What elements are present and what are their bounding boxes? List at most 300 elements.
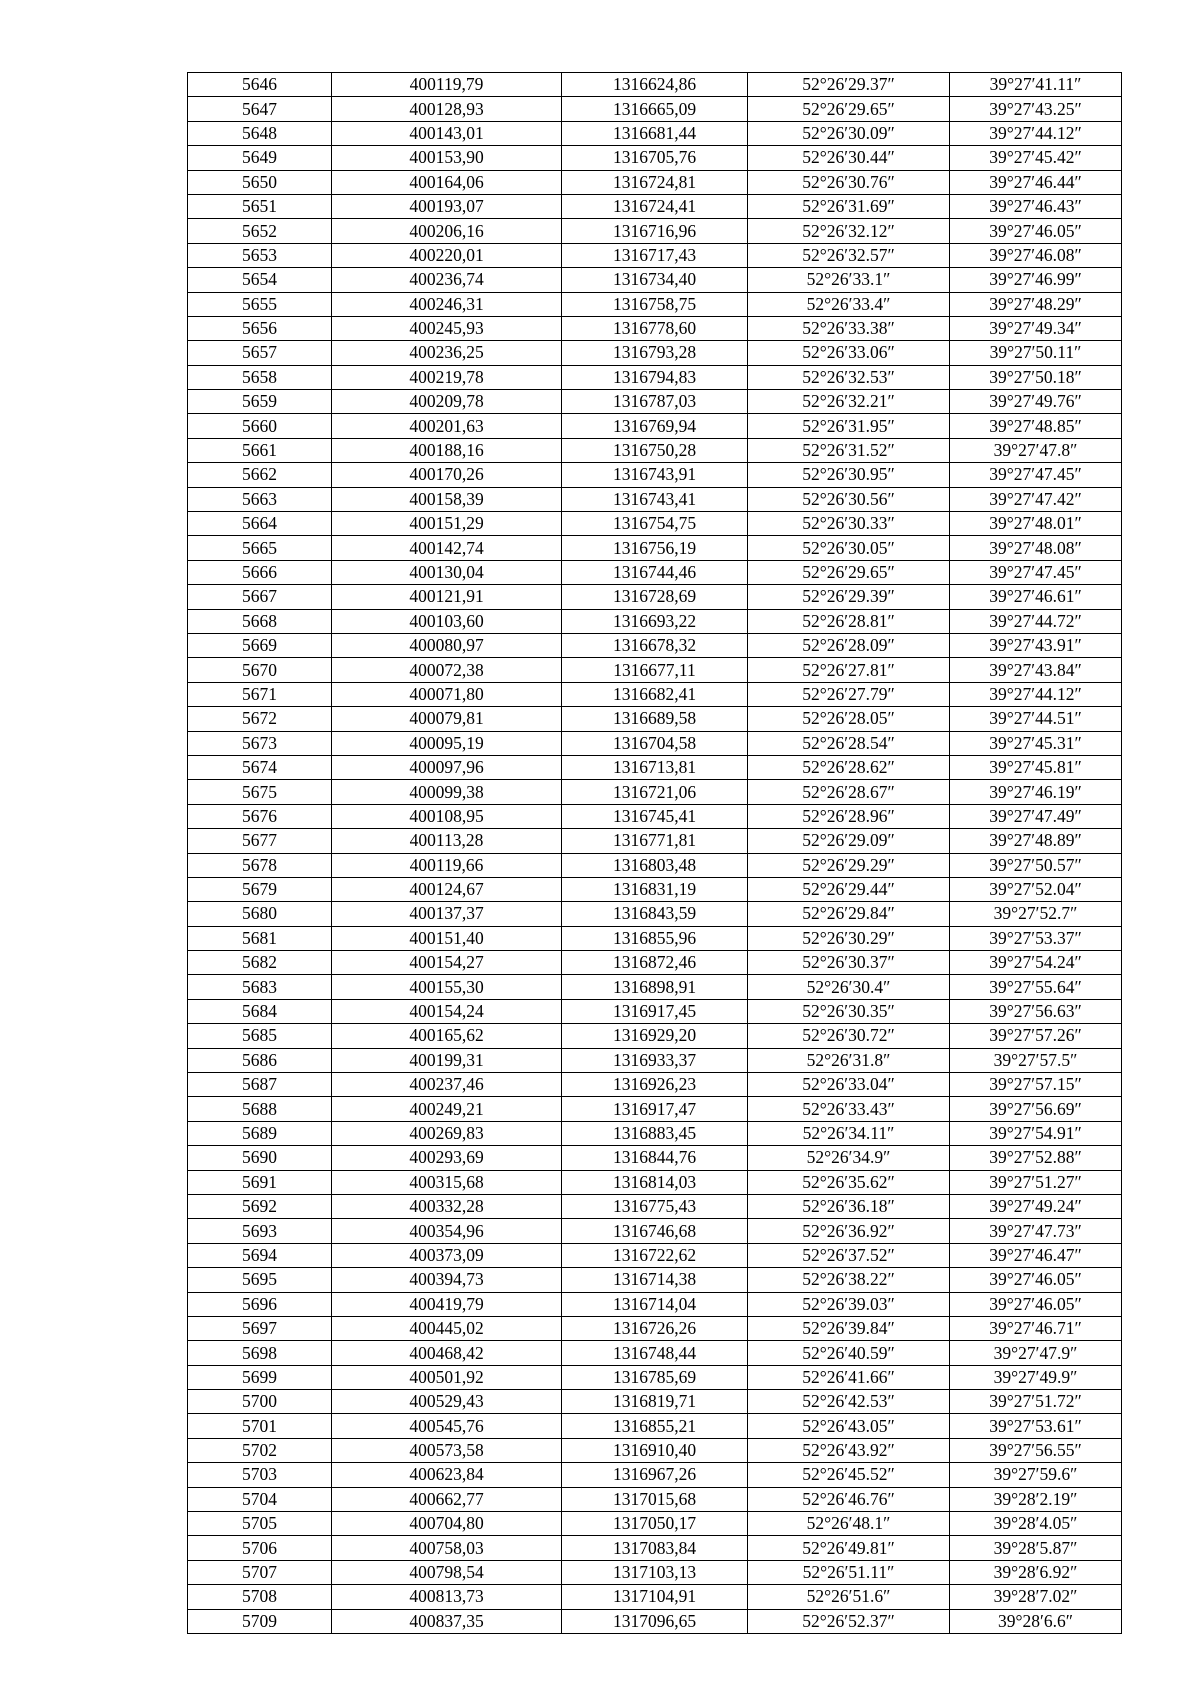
y-coordinate-cell: 1316714,04 [562, 1292, 748, 1316]
latitude-cell: 52°26′32.53″ [748, 365, 950, 389]
table-row [188, 146, 1122, 170]
point-number-cell: 5675 [188, 780, 332, 804]
y-coordinate-cell: 1316677,11 [562, 658, 748, 682]
point-number-cell: 5678 [188, 853, 332, 877]
latitude-cell: 52°26′30.29″ [748, 926, 950, 950]
table-row [188, 1536, 1122, 1560]
latitude-cell: 52°26′33.06″ [748, 341, 950, 365]
point-number-cell: 5657 [188, 341, 332, 365]
table-row [188, 560, 1122, 584]
table-row [188, 951, 1122, 975]
longitude-cell: 39°27′48.01″ [950, 512, 1122, 536]
table-row [188, 585, 1122, 609]
latitude-cell: 52°26′33.1″ [748, 268, 950, 292]
latitude-cell: 52°26′51.11″ [748, 1560, 950, 1584]
latitude-cell: 52°26′29.65″ [748, 560, 950, 584]
x-coordinate-cell: 400137,37 [332, 902, 562, 926]
table-row [188, 1512, 1122, 1536]
table-row [188, 243, 1122, 267]
y-coordinate-cell: 1316713,81 [562, 755, 748, 779]
latitude-cell: 52°26′40.59″ [748, 1341, 950, 1365]
longitude-cell: 39°27′47.45″ [950, 463, 1122, 487]
table-row [188, 73, 1122, 97]
y-coordinate-cell: 1316717,43 [562, 243, 748, 267]
table-row [188, 316, 1122, 340]
latitude-cell: 52°26′42.53″ [748, 1390, 950, 1414]
y-coordinate-cell: 1316917,45 [562, 999, 748, 1023]
point-number-cell: 5703 [188, 1463, 332, 1487]
longitude-cell: 39°27′46.19″ [950, 780, 1122, 804]
point-number-cell: 5663 [188, 487, 332, 511]
table-row [188, 804, 1122, 828]
y-coordinate-cell: 1316734,40 [562, 268, 748, 292]
point-number-cell: 5673 [188, 731, 332, 755]
y-coordinate-cell: 1316681,44 [562, 121, 748, 145]
x-coordinate-cell: 400501,92 [332, 1365, 562, 1389]
longitude-cell: 39°27′48.85″ [950, 414, 1122, 438]
x-coordinate-cell: 400219,78 [332, 365, 562, 389]
longitude-cell: 39°27′50.11″ [950, 341, 1122, 365]
x-coordinate-cell: 400108,95 [332, 804, 562, 828]
x-coordinate-cell: 400269,83 [332, 1121, 562, 1145]
latitude-cell: 52°26′29.09″ [748, 829, 950, 853]
y-coordinate-cell: 1317104,91 [562, 1585, 748, 1609]
longitude-cell: 39°27′47.73″ [950, 1219, 1122, 1243]
latitude-cell: 52°26′28.67″ [748, 780, 950, 804]
point-number-cell: 5684 [188, 999, 332, 1023]
point-number-cell: 5702 [188, 1438, 332, 1462]
table-row [188, 902, 1122, 926]
point-number-cell: 5649 [188, 146, 332, 170]
latitude-cell: 52°26′29.29″ [748, 853, 950, 877]
latitude-cell: 52°26′33.38″ [748, 316, 950, 340]
longitude-cell: 39°28′4.05″ [950, 1512, 1122, 1536]
longitude-cell: 39°27′47.9″ [950, 1341, 1122, 1365]
x-coordinate-cell: 400155,30 [332, 975, 562, 999]
table-row [188, 536, 1122, 560]
x-coordinate-cell: 400072,38 [332, 658, 562, 682]
y-coordinate-cell: 1317096,65 [562, 1609, 748, 1633]
table-row [188, 999, 1122, 1023]
point-number-cell: 5693 [188, 1219, 332, 1243]
y-coordinate-cell: 1317083,84 [562, 1536, 748, 1560]
table-row [188, 707, 1122, 731]
table-row [188, 1194, 1122, 1218]
longitude-cell: 39°27′48.89″ [950, 829, 1122, 853]
x-coordinate-cell: 400315,68 [332, 1170, 562, 1194]
x-coordinate-cell: 400099,38 [332, 780, 562, 804]
table-row [188, 1121, 1122, 1145]
y-coordinate-cell: 1316793,28 [562, 341, 748, 365]
point-number-cell: 5658 [188, 365, 332, 389]
table-row [188, 1146, 1122, 1170]
point-number-cell: 5672 [188, 707, 332, 731]
x-coordinate-cell: 400124,67 [332, 877, 562, 901]
y-coordinate-cell: 1316724,41 [562, 194, 748, 218]
table-row [188, 633, 1122, 657]
latitude-cell: 52°26′30.72″ [748, 1024, 950, 1048]
x-coordinate-cell: 400573,58 [332, 1438, 562, 1462]
longitude-cell: 39°27′43.84″ [950, 658, 1122, 682]
point-number-cell: 5671 [188, 682, 332, 706]
table-row [188, 268, 1122, 292]
x-coordinate-cell: 400798,54 [332, 1560, 562, 1584]
latitude-cell: 52°26′35.62″ [748, 1170, 950, 1194]
table-row [188, 1438, 1122, 1462]
x-coordinate-cell: 400151,40 [332, 926, 562, 950]
x-coordinate-cell: 400662,77 [332, 1487, 562, 1511]
latitude-cell: 52°26′31.52″ [748, 438, 950, 462]
table-row [188, 853, 1122, 877]
point-number-cell: 5707 [188, 1560, 332, 1584]
longitude-cell: 39°27′44.72″ [950, 609, 1122, 633]
x-coordinate-cell: 400164,06 [332, 170, 562, 194]
table-row [188, 1365, 1122, 1389]
longitude-cell: 39°27′53.37″ [950, 926, 1122, 950]
longitude-cell: 39°27′51.27″ [950, 1170, 1122, 1194]
table-row [188, 1048, 1122, 1072]
longitude-cell: 39°27′47.8″ [950, 438, 1122, 462]
longitude-cell: 39°27′43.25″ [950, 97, 1122, 121]
x-coordinate-cell: 400151,29 [332, 512, 562, 536]
point-number-cell: 5670 [188, 658, 332, 682]
point-number-cell: 5676 [188, 804, 332, 828]
y-coordinate-cell: 1316843,59 [562, 902, 748, 926]
longitude-cell: 39°27′52.04″ [950, 877, 1122, 901]
latitude-cell: 52°26′41.66″ [748, 1365, 950, 1389]
table-row [188, 1560, 1122, 1584]
x-coordinate-cell: 400154,24 [332, 999, 562, 1023]
table-row [188, 829, 1122, 853]
y-coordinate-cell: 1316726,26 [562, 1316, 748, 1340]
table-row [188, 609, 1122, 633]
point-number-cell: 5701 [188, 1414, 332, 1438]
x-coordinate-cell: 400545,76 [332, 1414, 562, 1438]
table-row [188, 365, 1122, 389]
latitude-cell: 52°26′32.57″ [748, 243, 950, 267]
point-number-cell: 5696 [188, 1292, 332, 1316]
table-row [188, 1219, 1122, 1243]
table-row [188, 1243, 1122, 1267]
y-coordinate-cell: 1316883,45 [562, 1121, 748, 1145]
longitude-cell: 39°27′49.24″ [950, 1194, 1122, 1218]
x-coordinate-cell: 400193,07 [332, 194, 562, 218]
longitude-cell: 39°28′6.6″ [950, 1609, 1122, 1633]
point-number-cell: 5687 [188, 1073, 332, 1097]
table-row [188, 219, 1122, 243]
point-number-cell: 5689 [188, 1121, 332, 1145]
y-coordinate-cell: 1316819,71 [562, 1390, 748, 1414]
x-coordinate-cell: 400445,02 [332, 1316, 562, 1340]
point-number-cell: 5660 [188, 414, 332, 438]
latitude-cell: 52°26′30.95″ [748, 463, 950, 487]
latitude-cell: 52°26′29.84″ [748, 902, 950, 926]
latitude-cell: 52°26′38.22″ [748, 1268, 950, 1292]
point-number-cell: 5661 [188, 438, 332, 462]
y-coordinate-cell: 1316743,41 [562, 487, 748, 511]
latitude-cell: 52°26′28.96″ [748, 804, 950, 828]
y-coordinate-cell: 1316744,46 [562, 560, 748, 584]
longitude-cell: 39°27′44.12″ [950, 682, 1122, 706]
table-row [188, 1268, 1122, 1292]
point-number-cell: 5681 [188, 926, 332, 950]
y-coordinate-cell: 1316855,21 [562, 1414, 748, 1438]
latitude-cell: 52°26′31.69″ [748, 194, 950, 218]
table-row [188, 731, 1122, 755]
x-coordinate-cell: 400206,16 [332, 219, 562, 243]
x-coordinate-cell: 400354,96 [332, 1219, 562, 1243]
x-coordinate-cell: 400071,80 [332, 682, 562, 706]
longitude-cell: 39°27′47.49″ [950, 804, 1122, 828]
point-number-cell: 5691 [188, 1170, 332, 1194]
point-number-cell: 5698 [188, 1341, 332, 1365]
table-row [188, 463, 1122, 487]
latitude-cell: 52°26′31.8″ [748, 1048, 950, 1072]
longitude-cell: 39°27′56.69″ [950, 1097, 1122, 1121]
point-number-cell: 5692 [188, 1194, 332, 1218]
x-coordinate-cell: 400236,25 [332, 341, 562, 365]
y-coordinate-cell: 1316917,47 [562, 1097, 748, 1121]
point-number-cell: 5704 [188, 1487, 332, 1511]
longitude-cell: 39°27′45.42″ [950, 146, 1122, 170]
x-coordinate-cell: 400128,93 [332, 97, 562, 121]
latitude-cell: 52°26′28.09″ [748, 633, 950, 657]
point-number-cell: 5666 [188, 560, 332, 584]
longitude-cell: 39°27′56.55″ [950, 1438, 1122, 1462]
longitude-cell: 39°27′57.5″ [950, 1048, 1122, 1072]
point-number-cell: 5686 [188, 1048, 332, 1072]
point-number-cell: 5694 [188, 1243, 332, 1267]
latitude-cell: 52°26′29.39″ [748, 585, 950, 609]
x-coordinate-cell: 400158,39 [332, 487, 562, 511]
latitude-cell: 52°26′34.9″ [748, 1146, 950, 1170]
x-coordinate-cell: 400245,93 [332, 316, 562, 340]
longitude-cell: 39°27′46.99″ [950, 268, 1122, 292]
longitude-cell: 39°27′51.72″ [950, 1390, 1122, 1414]
y-coordinate-cell: 1316855,96 [562, 926, 748, 950]
point-number-cell: 5677 [188, 829, 332, 853]
longitude-cell: 39°27′57.15″ [950, 1073, 1122, 1097]
x-coordinate-cell: 400209,78 [332, 390, 562, 414]
latitude-cell: 52°26′28.05″ [748, 707, 950, 731]
y-coordinate-cell: 1316778,60 [562, 316, 748, 340]
x-coordinate-cell: 400119,79 [332, 73, 562, 97]
table-row [188, 341, 1122, 365]
x-coordinate-cell: 400170,26 [332, 463, 562, 487]
point-number-cell: 5652 [188, 219, 332, 243]
longitude-cell: 39°27′46.08″ [950, 243, 1122, 267]
coordinates-table-body [188, 73, 1122, 1634]
table-row [188, 1585, 1122, 1609]
table-row [188, 1292, 1122, 1316]
table-row [188, 1073, 1122, 1097]
y-coordinate-cell: 1316689,58 [562, 707, 748, 731]
table-row [188, 658, 1122, 682]
longitude-cell: 39°27′41.11″ [950, 73, 1122, 97]
y-coordinate-cell: 1316721,06 [562, 780, 748, 804]
longitude-cell: 39°27′45.81″ [950, 755, 1122, 779]
point-number-cell: 5682 [188, 951, 332, 975]
x-coordinate-cell: 400079,81 [332, 707, 562, 731]
latitude-cell: 52°26′33.04″ [748, 1073, 950, 1097]
point-number-cell: 5706 [188, 1536, 332, 1560]
table-row [188, 97, 1122, 121]
latitude-cell: 52°26′30.4″ [748, 975, 950, 999]
longitude-cell: 39°27′46.44″ [950, 170, 1122, 194]
longitude-cell: 39°27′52.88″ [950, 1146, 1122, 1170]
x-coordinate-cell: 400142,74 [332, 536, 562, 560]
table-row [188, 1414, 1122, 1438]
y-coordinate-cell: 1316831,19 [562, 877, 748, 901]
y-coordinate-cell: 1316754,75 [562, 512, 748, 536]
y-coordinate-cell: 1316748,44 [562, 1341, 748, 1365]
y-coordinate-cell: 1316665,09 [562, 97, 748, 121]
table-row [188, 1341, 1122, 1365]
point-number-cell: 5653 [188, 243, 332, 267]
point-number-cell: 5695 [188, 1268, 332, 1292]
longitude-cell: 39°27′46.05″ [950, 1292, 1122, 1316]
point-number-cell: 5656 [188, 316, 332, 340]
longitude-cell: 39°27′43.91″ [950, 633, 1122, 657]
longitude-cell: 39°27′47.45″ [950, 560, 1122, 584]
latitude-cell: 52°26′36.92″ [748, 1219, 950, 1243]
latitude-cell: 52°26′28.81″ [748, 609, 950, 633]
x-coordinate-cell: 400188,16 [332, 438, 562, 462]
point-number-cell: 5699 [188, 1365, 332, 1389]
table-row [188, 194, 1122, 218]
latitude-cell: 52°26′27.81″ [748, 658, 950, 682]
latitude-cell: 52°26′27.79″ [748, 682, 950, 706]
x-coordinate-cell: 400623,84 [332, 1463, 562, 1487]
x-coordinate-cell: 400332,28 [332, 1194, 562, 1218]
latitude-cell: 52°26′43.92″ [748, 1438, 950, 1462]
x-coordinate-cell: 400113,28 [332, 829, 562, 853]
point-number-cell: 5674 [188, 755, 332, 779]
longitude-cell: 39°27′49.34″ [950, 316, 1122, 340]
longitude-cell: 39°27′46.05″ [950, 1268, 1122, 1292]
latitude-cell: 52°26′32.21″ [748, 390, 950, 414]
x-coordinate-cell: 400237,46 [332, 1073, 562, 1097]
x-coordinate-cell: 400419,79 [332, 1292, 562, 1316]
y-coordinate-cell: 1316910,40 [562, 1438, 748, 1462]
y-coordinate-cell: 1316758,75 [562, 292, 748, 316]
y-coordinate-cell: 1316775,43 [562, 1194, 748, 1218]
point-number-cell: 5651 [188, 194, 332, 218]
latitude-cell: 52°26′30.37″ [748, 951, 950, 975]
point-number-cell: 5705 [188, 1512, 332, 1536]
longitude-cell: 39°27′48.29″ [950, 292, 1122, 316]
y-coordinate-cell: 1316926,23 [562, 1073, 748, 1097]
x-coordinate-cell: 400154,27 [332, 951, 562, 975]
latitude-cell: 52°26′45.52″ [748, 1463, 950, 1487]
point-number-cell: 5654 [188, 268, 332, 292]
x-coordinate-cell: 400236,74 [332, 268, 562, 292]
longitude-cell: 39°27′46.05″ [950, 219, 1122, 243]
coordinates-table [187, 72, 1122, 1634]
y-coordinate-cell: 1316929,20 [562, 1024, 748, 1048]
point-number-cell: 5665 [188, 536, 332, 560]
x-coordinate-cell: 400201,63 [332, 414, 562, 438]
latitude-cell: 52°26′48.1″ [748, 1512, 950, 1536]
point-number-cell: 5690 [188, 1146, 332, 1170]
latitude-cell: 52°26′30.33″ [748, 512, 950, 536]
x-coordinate-cell: 400121,91 [332, 585, 562, 609]
longitude-cell: 39°27′44.51″ [950, 707, 1122, 731]
latitude-cell: 52°26′30.44″ [748, 146, 950, 170]
y-coordinate-cell: 1317103,13 [562, 1560, 748, 1584]
table-row [188, 1390, 1122, 1414]
x-coordinate-cell: 400293,69 [332, 1146, 562, 1170]
longitude-cell: 39°27′54.91″ [950, 1121, 1122, 1145]
point-number-cell: 5679 [188, 877, 332, 901]
y-coordinate-cell: 1316624,86 [562, 73, 748, 97]
y-coordinate-cell: 1316803,48 [562, 853, 748, 877]
y-coordinate-cell: 1316872,46 [562, 951, 748, 975]
latitude-cell: 52°26′29.65″ [748, 97, 950, 121]
latitude-cell: 52°26′36.18″ [748, 1194, 950, 1218]
point-number-cell: 5650 [188, 170, 332, 194]
point-number-cell: 5662 [188, 463, 332, 487]
table-row [188, 1487, 1122, 1511]
latitude-cell: 52°26′30.35″ [748, 999, 950, 1023]
point-number-cell: 5680 [188, 902, 332, 926]
y-coordinate-cell: 1316898,91 [562, 975, 748, 999]
latitude-cell: 52°26′43.05″ [748, 1414, 950, 1438]
x-coordinate-cell: 400529,43 [332, 1390, 562, 1414]
longitude-cell: 39°27′55.64″ [950, 975, 1122, 999]
latitude-cell: 52°26′29.44″ [748, 877, 950, 901]
y-coordinate-cell: 1316769,94 [562, 414, 748, 438]
x-coordinate-cell: 400373,09 [332, 1243, 562, 1267]
latitude-cell: 52°26′52.37″ [748, 1609, 950, 1633]
y-coordinate-cell: 1316724,81 [562, 170, 748, 194]
table-row [188, 1097, 1122, 1121]
latitude-cell: 52°26′30.09″ [748, 121, 950, 145]
point-number-cell: 5664 [188, 512, 332, 536]
y-coordinate-cell: 1316794,83 [562, 365, 748, 389]
x-coordinate-cell: 400837,35 [332, 1609, 562, 1633]
point-number-cell: 5668 [188, 609, 332, 633]
table-row [188, 1170, 1122, 1194]
point-number-cell: 5655 [188, 292, 332, 316]
y-coordinate-cell: 1316967,26 [562, 1463, 748, 1487]
latitude-cell: 52°26′51.6″ [748, 1585, 950, 1609]
x-coordinate-cell: 400130,04 [332, 560, 562, 584]
latitude-cell: 52°26′29.37″ [748, 73, 950, 97]
longitude-cell: 39°27′47.42″ [950, 487, 1122, 511]
y-coordinate-cell: 1316787,03 [562, 390, 748, 414]
y-coordinate-cell: 1316693,22 [562, 609, 748, 633]
latitude-cell: 52°26′31.95″ [748, 414, 950, 438]
table-row [188, 755, 1122, 779]
table-row [188, 170, 1122, 194]
x-coordinate-cell: 400097,96 [332, 755, 562, 779]
table-row [188, 512, 1122, 536]
table-row [188, 926, 1122, 950]
latitude-cell: 52°26′46.76″ [748, 1487, 950, 1511]
longitude-cell: 39°27′50.18″ [950, 365, 1122, 389]
longitude-cell: 39°27′50.57″ [950, 853, 1122, 877]
longitude-cell: 39°27′49.76″ [950, 390, 1122, 414]
x-coordinate-cell: 400220,01 [332, 243, 562, 267]
latitude-cell: 52°26′30.05″ [748, 536, 950, 560]
x-coordinate-cell: 400704,80 [332, 1512, 562, 1536]
x-coordinate-cell: 400080,97 [332, 633, 562, 657]
point-number-cell: 5708 [188, 1585, 332, 1609]
longitude-cell: 39°27′56.63″ [950, 999, 1122, 1023]
table-row [188, 390, 1122, 414]
table-row [188, 487, 1122, 511]
